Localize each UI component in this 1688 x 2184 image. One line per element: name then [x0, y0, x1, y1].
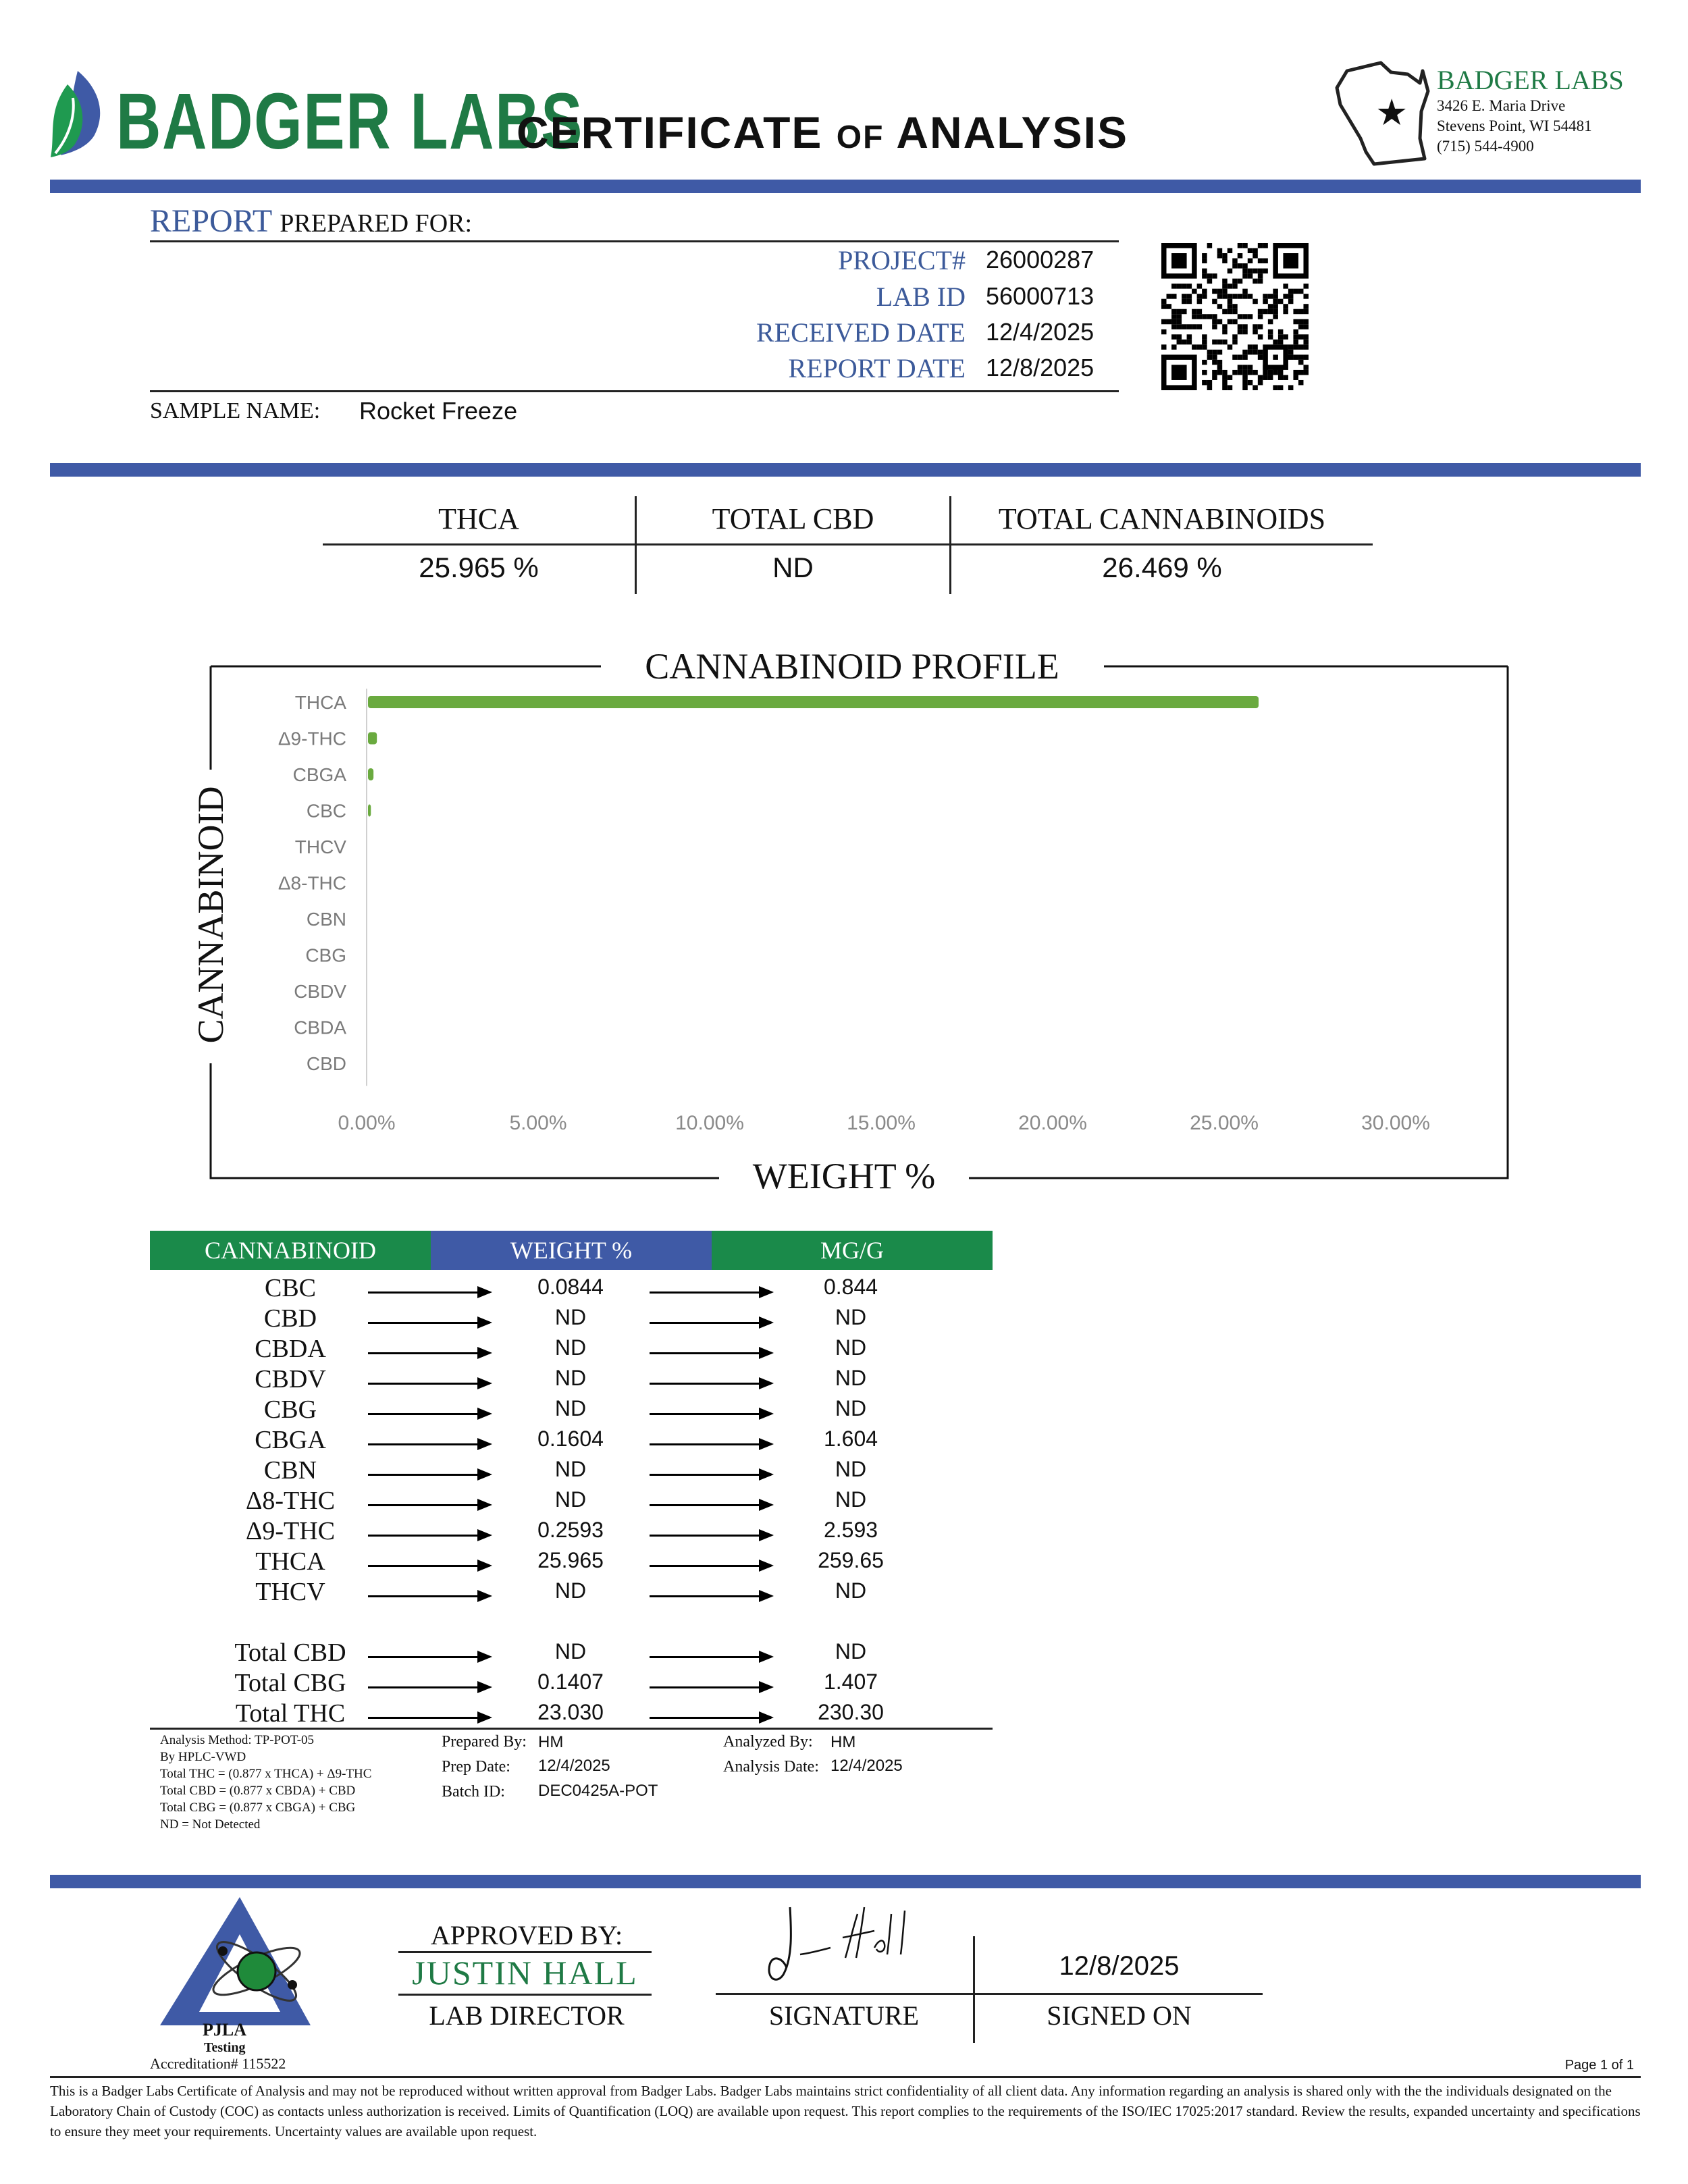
arrow-icon — [650, 1565, 771, 1567]
address-line-2: Stevens Point, WI 54481 — [1437, 117, 1592, 134]
sample-name-value: Rocket Freeze — [359, 397, 518, 425]
row-mg-per-g: 1.604 — [823, 1427, 878, 1451]
row-name: CBGA — [255, 1426, 326, 1454]
bar-9thc — [368, 733, 377, 745]
pjla-sub: Testing — [204, 2040, 246, 2055]
arrow-icon — [368, 1474, 490, 1476]
x-tick-label: 30.00% — [1361, 1112, 1430, 1134]
analyzed-by-value: HM — [830, 1733, 856, 1751]
accreditation-number: Accreditation# 115522 — [150, 2055, 286, 2072]
note-line: Analysis Method: TP-POT-05 — [160, 1733, 315, 1747]
prep-date-value: 12/4/2025 — [538, 1757, 610, 1775]
arrow-icon — [368, 1565, 490, 1567]
prepared-for-rule — [150, 240, 1119, 242]
summary-total-cannabinoids-label: TOTAL CANNABINOIDS — [998, 502, 1326, 535]
table-header-cannabinoid: CANNABINOID — [150, 1231, 431, 1270]
table-bottom-rule — [150, 1728, 993, 1730]
signature-image — [763, 1900, 939, 1988]
arrow-icon — [368, 1443, 490, 1445]
pjla-triangle-icon — [152, 1897, 314, 2025]
signature-rule — [716, 1993, 1263, 1995]
x-tick-label: 25.00% — [1190, 1112, 1259, 1134]
batch-id-label: Batch ID: — [442, 1783, 505, 1801]
arrow-icon — [368, 1595, 490, 1597]
arrow-icon — [650, 1717, 771, 1719]
y-tick-label: CBG — [305, 944, 346, 966]
note-line: Total CBD = (0.877 x CBDA) + CBD — [160, 1784, 356, 1798]
row-weight: 0.1604 — [537, 1427, 604, 1451]
field-project-label: PROJECT# — [838, 245, 966, 275]
x-tick-label: 0.00% — [338, 1112, 396, 1134]
row-name: Total CBD — [234, 1639, 346, 1667]
y-tick-label: CBDA — [294, 1017, 346, 1038]
address-phone: (715) 544-4900 — [1437, 138, 1534, 155]
disclaimer: This is a Badger Labs Certificate of Analysis and may not be reproduced without written approval from Badger Labs. Badger Labs maintains strict confidentiality of all client data. Any information regarding an analysis is shared only with the the individuals designated on the Laboratory Chain of Custody (COC) as contacts unless authorization is received. Limits of Quantification (LOQ) are available upon request. This report complies to the requirements of the ISO/IEC 17025:2017 standard. Review the results, expanded uncertainty and specifications to ensure they meet your requirements. Uncertainty values are available upon request. — [50, 2083, 1641, 2139]
prepared-for-heading — [150, 203, 472, 240]
analysis-date-value: 12/4/2025 — [830, 1757, 903, 1775]
arrow-icon — [368, 1535, 490, 1537]
signature-divider — [973, 1936, 975, 2043]
title-part-3: ANALYSIS — [896, 107, 1128, 157]
star-icon: ★ — [1375, 91, 1408, 134]
field-received-date-label: RECEIVED DATE — [756, 317, 966, 348]
arrow-icon — [650, 1322, 771, 1324]
row-mg-per-g: ND — [835, 1639, 867, 1663]
row-name: THCV — [255, 1578, 325, 1606]
row-mg-per-g: ND — [835, 1396, 867, 1420]
y-tick-label: CBN — [306, 909, 346, 930]
field-report-date-value: 12/8/2025 — [986, 354, 1094, 381]
x-tick-label: 5.00% — [509, 1112, 567, 1134]
row-weight: 0.1407 — [537, 1670, 604, 1694]
bar-thca — [368, 696, 1259, 708]
row-name: CBDA — [255, 1335, 326, 1363]
pjla-logo — [152, 1897, 314, 2025]
chart-ylabel: CANNABINOID — [190, 786, 231, 1044]
row-weight: ND — [554, 1487, 587, 1512]
row-weight: 25.965 — [537, 1548, 604, 1572]
row-mg-per-g: 1.407 — [823, 1670, 878, 1694]
row-weight: ND — [554, 1366, 587, 1390]
arrow-icon — [650, 1595, 771, 1597]
summary-thca-value: 25.965 % — [419, 552, 539, 583]
row-mg-per-g: 259.65 — [818, 1548, 884, 1572]
row-weight: ND — [554, 1396, 587, 1420]
y-tick-label: CBD — [306, 1053, 346, 1074]
chart-plot-area — [278, 689, 1430, 1134]
prepared-by-label: Prepared By: — [442, 1733, 527, 1751]
row-mg-per-g: 230.30 — [818, 1700, 884, 1724]
approver-rule — [398, 1994, 652, 1996]
row-name: Total THC — [235, 1699, 346, 1728]
approval-divider — [50, 1875, 1641, 1888]
row-name: Total CBG — [234, 1669, 346, 1697]
row-name: Δ8-THC — [245, 1487, 336, 1515]
row-name: Δ9-THC — [245, 1517, 336, 1545]
bar-cbga — [368, 768, 373, 780]
cannabinoid-bar-chart — [190, 645, 1509, 1196]
field-report-date-label: REPORT DATE — [788, 353, 966, 383]
y-tick-label: Δ9-THC — [278, 728, 346, 749]
row-mg-per-g: ND — [835, 1366, 867, 1390]
wisconsin-map — [1334, 57, 1435, 169]
approver-name: JUSTIN HALL — [412, 1954, 638, 1992]
address-company: BADGER LABS — [1437, 65, 1624, 95]
row-name: CBDV — [255, 1365, 326, 1393]
arrow-icon — [650, 1686, 771, 1688]
approver-title: LAB DIRECTOR — [429, 2000, 625, 2031]
x-tick-label: 15.00% — [847, 1112, 916, 1134]
chart-frame — [211, 666, 1508, 1178]
arrow-icon — [368, 1686, 490, 1688]
prepared-for-word-1: REPORT — [150, 203, 272, 239]
batch-id-value: DEC0425A-POT — [538, 1782, 658, 1800]
x-tick-label: 10.00% — [675, 1112, 744, 1134]
field-lab-id-value: 56000713 — [986, 282, 1094, 310]
arrow-icon — [650, 1291, 771, 1294]
row-mg-per-g: ND — [835, 1487, 867, 1512]
x-tick-label: 20.00% — [1018, 1112, 1087, 1134]
prepared-by-value: HM — [538, 1733, 564, 1751]
report-divider — [50, 463, 1641, 477]
arrow-icon — [368, 1413, 490, 1415]
page-number: Page 1 of 1 — [1564, 2058, 1634, 2073]
sample-name-label: SAMPLE NAME: — [150, 398, 321, 423]
approved-by-label: APPROVED BY: — [430, 1920, 623, 1950]
prepared-for-word-2: PREPARED FOR: — [280, 209, 473, 238]
row-weight: 0.0844 — [537, 1275, 604, 1299]
row-weight: ND — [554, 1578, 587, 1603]
method-notes — [160, 1732, 371, 1833]
address-line-1: 3426 E. Maria Drive — [1437, 97, 1566, 114]
atom-icon — [238, 1952, 275, 1990]
wisconsin-outline-icon — [1334, 57, 1435, 169]
row-mg-per-g: ND — [835, 1335, 867, 1360]
arrow-icon — [368, 1504, 490, 1506]
row-mg-per-g: ND — [835, 1457, 867, 1481]
qr-code-icon — [1161, 243, 1309, 390]
note-line: ND = Not Detected — [160, 1817, 261, 1832]
arrow-icon — [368, 1291, 490, 1294]
summary-total-cbd-label: TOTAL CBD — [712, 502, 874, 535]
arrow-icon — [650, 1535, 771, 1537]
footer-rule — [50, 2076, 1641, 2078]
summary-total-cannabinoids-value: 26.469 % — [1102, 552, 1222, 583]
report-fields-rule — [150, 390, 1119, 392]
field-project-value: 26000287 — [986, 246, 1094, 273]
summary-thca-label: THCA — [438, 502, 519, 535]
arrow-icon — [368, 1352, 490, 1354]
y-tick-label: THCA — [294, 692, 346, 713]
table-header-weight: WEIGHT % — [431, 1231, 712, 1270]
signed-on-label: SIGNED ON — [1047, 2000, 1192, 2031]
brand-name: BADGER LABS — [116, 77, 584, 166]
arrow-icon — [650, 1352, 771, 1354]
note-line: Total CBG = (0.877 x CBGA) + CBG — [160, 1801, 356, 1815]
y-tick-label: Δ8-THC — [278, 872, 346, 894]
title-part-2: OF — [836, 119, 885, 155]
cannabinoid-chart — [190, 645, 1509, 1196]
row-weight: ND — [554, 1305, 587, 1329]
row-weight: 0.2593 — [537, 1518, 604, 1542]
row-mg-per-g: 0.844 — [823, 1275, 878, 1299]
document-title — [517, 107, 1128, 158]
row-name: CBN — [263, 1456, 317, 1485]
analyzed-by-label: Analyzed By: — [723, 1733, 813, 1751]
qr-code — [1161, 243, 1309, 390]
header-divider — [50, 180, 1641, 193]
field-received-date-value: 12/4/2025 — [986, 318, 1094, 346]
row-name: THCA — [255, 1547, 325, 1576]
arrow-icon — [368, 1717, 490, 1719]
row-weight: ND — [554, 1639, 587, 1663]
analysis-date-label: Analysis Date: — [723, 1758, 819, 1776]
row-weight: ND — [554, 1457, 587, 1481]
note-line: By HPLC-VWD — [160, 1750, 246, 1764]
handwritten-signature-icon — [763, 1900, 939, 1988]
chart-xlabel: WEIGHT % — [752, 1156, 936, 1196]
summary-rule — [323, 543, 1373, 545]
row-weight: 23.030 — [537, 1700, 604, 1724]
arrow-icon — [650, 1504, 771, 1506]
row-name: CBD — [263, 1304, 317, 1333]
y-tick-label: CBGA — [292, 764, 346, 785]
title-part-1: CERTIFICATE — [517, 107, 823, 157]
arrow-icon — [650, 1413, 771, 1415]
arrow-icon — [368, 1322, 490, 1324]
summary-total-cbd-value: ND — [772, 552, 814, 583]
arrow-icon — [368, 1383, 490, 1385]
signed-on-date: 12/8/2025 — [1059, 1951, 1180, 1981]
note-line: Total THC = (0.877 x THCA) + Δ9-THC — [160, 1767, 372, 1781]
row-mg-per-g: 2.593 — [823, 1518, 878, 1542]
address-block — [1437, 65, 1624, 157]
leaf-logo-icon — [47, 71, 108, 159]
table-header-mg: MG/G — [712, 1231, 993, 1270]
arrow-icon — [650, 1443, 771, 1445]
chart-title: CANNABINOID PROFILE — [645, 646, 1059, 687]
bar-cbc — [368, 805, 371, 817]
row-weight: ND — [554, 1335, 587, 1360]
arrow-icon — [650, 1383, 771, 1385]
brand-logo — [47, 71, 108, 159]
row-name: CBG — [263, 1395, 317, 1424]
arrow-icon — [650, 1656, 771, 1658]
pjla-name: PJLA — [203, 2020, 246, 2040]
row-mg-per-g: ND — [835, 1578, 867, 1603]
row-name: CBC — [264, 1274, 317, 1302]
signature-label: SIGNATURE — [768, 2000, 920, 2031]
field-lab-id-label: LAB ID — [876, 282, 966, 312]
row-mg-per-g: ND — [835, 1305, 867, 1329]
prep-date-label: Prep Date: — [442, 1758, 510, 1776]
summary-table — [323, 496, 1373, 594]
y-tick-label: THCV — [294, 836, 346, 857]
arrow-icon — [368, 1656, 490, 1658]
arrow-icon — [650, 1474, 771, 1476]
y-tick-label: CBDV — [294, 981, 346, 1002]
y-tick-label: CBC — [306, 800, 346, 822]
